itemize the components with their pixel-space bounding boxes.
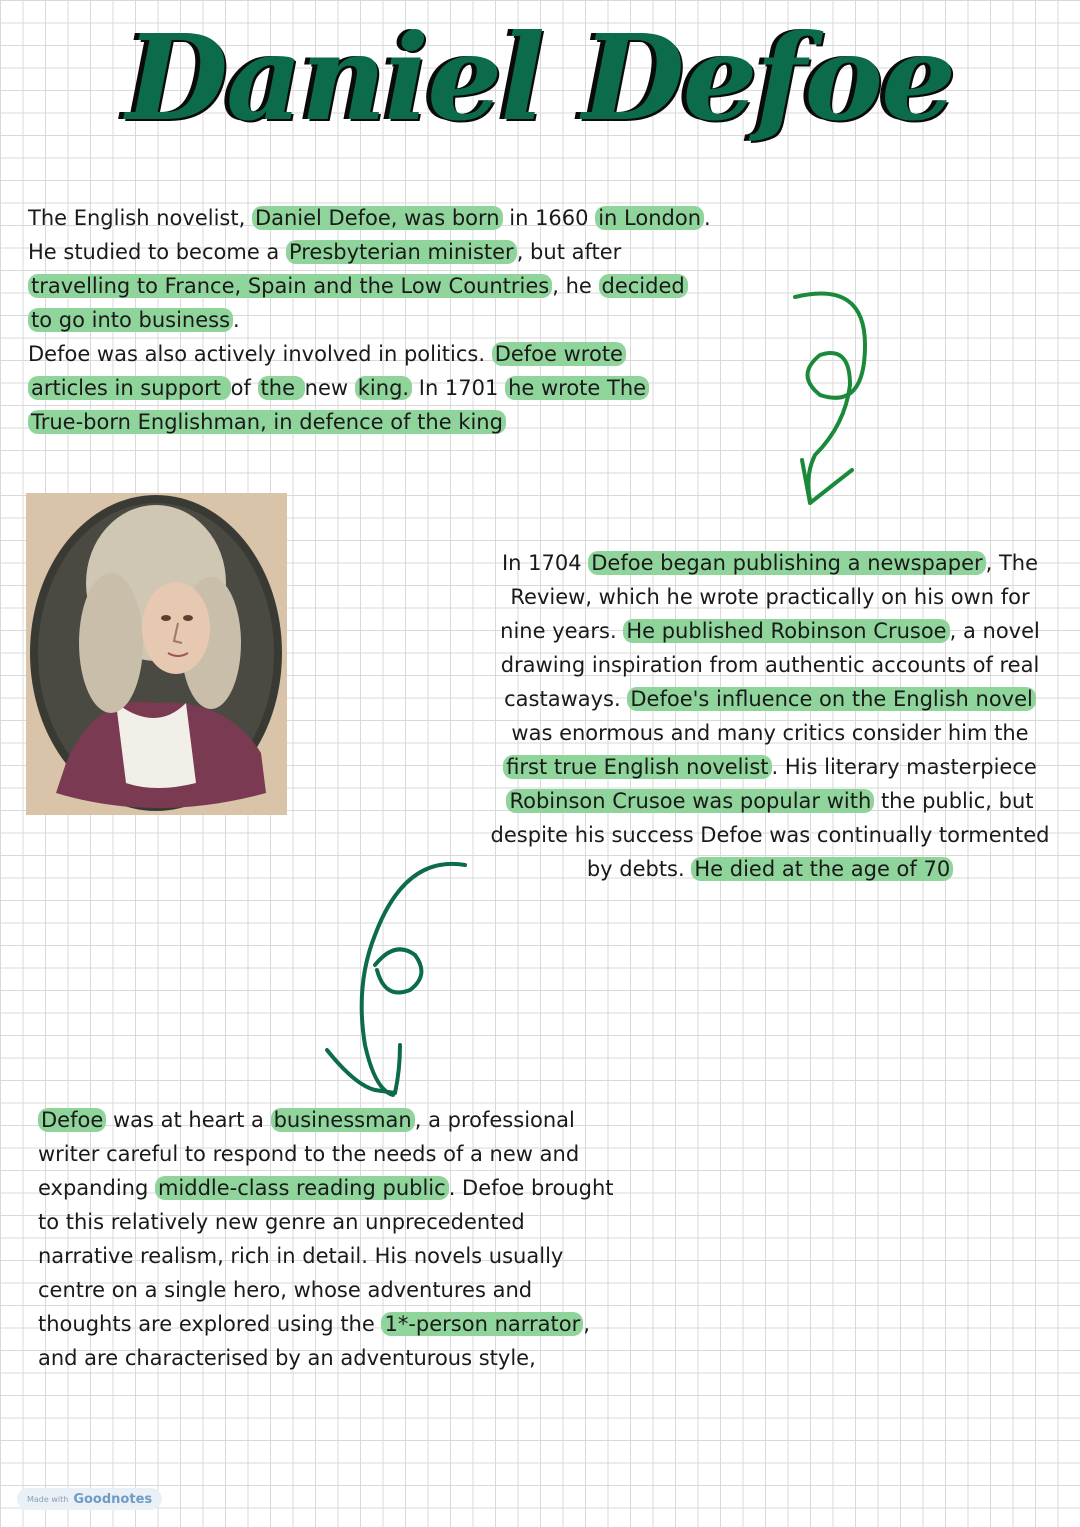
highlighted-text: to go into business	[28, 308, 233, 332]
highlighted-text: True-born Englishman, in defence of the king	[28, 410, 506, 434]
text-run: ,	[583, 1312, 590, 1336]
text-run: despite his success Defoe was continually tormented	[490, 823, 1050, 847]
highlighted-text: king.	[355, 376, 412, 400]
text-line	[28, 201, 728, 235]
highlighted-text: middle-class reading public	[155, 1176, 449, 1200]
text-line	[28, 235, 728, 269]
text-line	[480, 784, 1060, 818]
text-run: . Defoe brought	[448, 1176, 614, 1200]
text-run: nine years.	[500, 619, 624, 643]
highlighted-text: 1*-person narrator	[381, 1312, 583, 1336]
page-title: Daniel Defoe	[125, 8, 955, 147]
text-run: expanding	[38, 1176, 155, 1200]
text-run: Review, which he wrote practically on his own for	[510, 585, 1030, 609]
text-line	[28, 337, 728, 371]
text-line	[38, 1341, 638, 1375]
highlighted-text: Defoe began publishing a newspaper	[588, 551, 985, 575]
text-run: In 1704	[501, 551, 589, 575]
paragraph-style	[38, 1103, 638, 1375]
curly-arrow-icon	[780, 285, 890, 515]
text-line	[480, 682, 1060, 716]
text-line	[480, 716, 1060, 750]
highlighted-text: first true English novelist	[503, 755, 771, 779]
highlighted-text: travelling to France, Spain and the Low Countries	[28, 274, 552, 298]
text-run: Defoe was also actively involved in politics.	[28, 342, 492, 366]
text-run: was enormous and many critics consider him the	[511, 721, 1029, 745]
text-run: narrative realism, rich in detail. His novels usually	[38, 1244, 564, 1268]
highlighted-text: Presbyterian minister	[286, 240, 517, 264]
highlighted-text: the	[258, 376, 305, 400]
text-line	[480, 852, 1060, 886]
highlighted-text: Defoe	[38, 1108, 106, 1132]
text-run: drawing inspiration from authentic accounts of real	[500, 653, 1040, 677]
text-line	[38, 1307, 638, 1341]
text-line	[38, 1171, 638, 1205]
text-run: , he	[552, 274, 599, 298]
text-run: In 1701	[412, 376, 506, 400]
highlighted-text: Daniel Defoe, was born	[252, 206, 503, 230]
highlighted-text: businessman	[271, 1108, 415, 1132]
paragraph-biography	[28, 201, 728, 439]
text-line	[28, 371, 728, 405]
text-run: .	[704, 206, 711, 230]
text-run: was at heart a	[106, 1108, 271, 1132]
text-run: He studied to become a	[28, 240, 286, 264]
text-line	[28, 405, 728, 439]
highlighted-text: in London	[595, 206, 704, 230]
text-line	[38, 1205, 638, 1239]
text-line	[38, 1103, 638, 1137]
watermark-brand: Goodnotes	[73, 1491, 153, 1507]
text-run: , but after	[516, 240, 622, 264]
curly-arrow-icon	[315, 855, 485, 1100]
text-run: , a professional	[414, 1108, 575, 1132]
highlighted-text: He published Robinson Crusoe	[623, 619, 949, 643]
text-run: in 1660	[502, 206, 596, 230]
text-line	[480, 546, 1060, 580]
highlighted-text: decided	[599, 274, 688, 298]
watermark-prefix: Made with	[27, 1494, 69, 1504]
text-run: . His literary masterpiece	[771, 755, 1037, 779]
text-line	[38, 1239, 638, 1273]
text-line	[480, 580, 1060, 614]
highlighted-text: Defoe's influence on the English novel	[627, 687, 1036, 711]
text-run: .	[233, 308, 240, 332]
text-run: , The	[985, 551, 1039, 575]
text-line	[480, 750, 1060, 784]
text-line	[480, 818, 1060, 852]
text-run: by debts.	[586, 857, 692, 881]
text-run: centre on a single hero, whose adventures and	[38, 1278, 533, 1302]
highlighted-text: Robinson Crusoe was popular with	[506, 789, 874, 813]
highlighted-text: He died at the age of 70	[691, 857, 953, 881]
highlighted-text: Defoe wrote	[492, 342, 626, 366]
text-run: the public, but	[874, 789, 1034, 813]
highlighted-text: he wrote The	[505, 376, 649, 400]
text-run: writer careful to respond to the needs of a new and	[38, 1142, 580, 1166]
text-run: thoughts are explored using the	[38, 1312, 382, 1336]
text-run: castaways.	[504, 687, 628, 711]
text-line	[480, 614, 1060, 648]
text-run: The English novelist,	[28, 206, 252, 230]
text-line	[38, 1137, 638, 1171]
text-run: and are characterised by an adventurous style,	[38, 1346, 536, 1370]
text-run: of	[230, 376, 258, 400]
paragraph-career	[480, 546, 1060, 886]
text-line	[38, 1273, 638, 1307]
text-run: , a novel	[949, 619, 1040, 643]
text-run: new	[304, 376, 355, 400]
portrait-image	[26, 493, 287, 815]
text-line	[28, 303, 728, 337]
goodnotes-watermark[interactable]	[17, 1488, 162, 1510]
highlighted-text: articles in support	[28, 376, 231, 400]
text-run: to this relatively new genre an unprecedented	[38, 1210, 525, 1234]
text-line	[480, 648, 1060, 682]
text-line	[28, 269, 728, 303]
